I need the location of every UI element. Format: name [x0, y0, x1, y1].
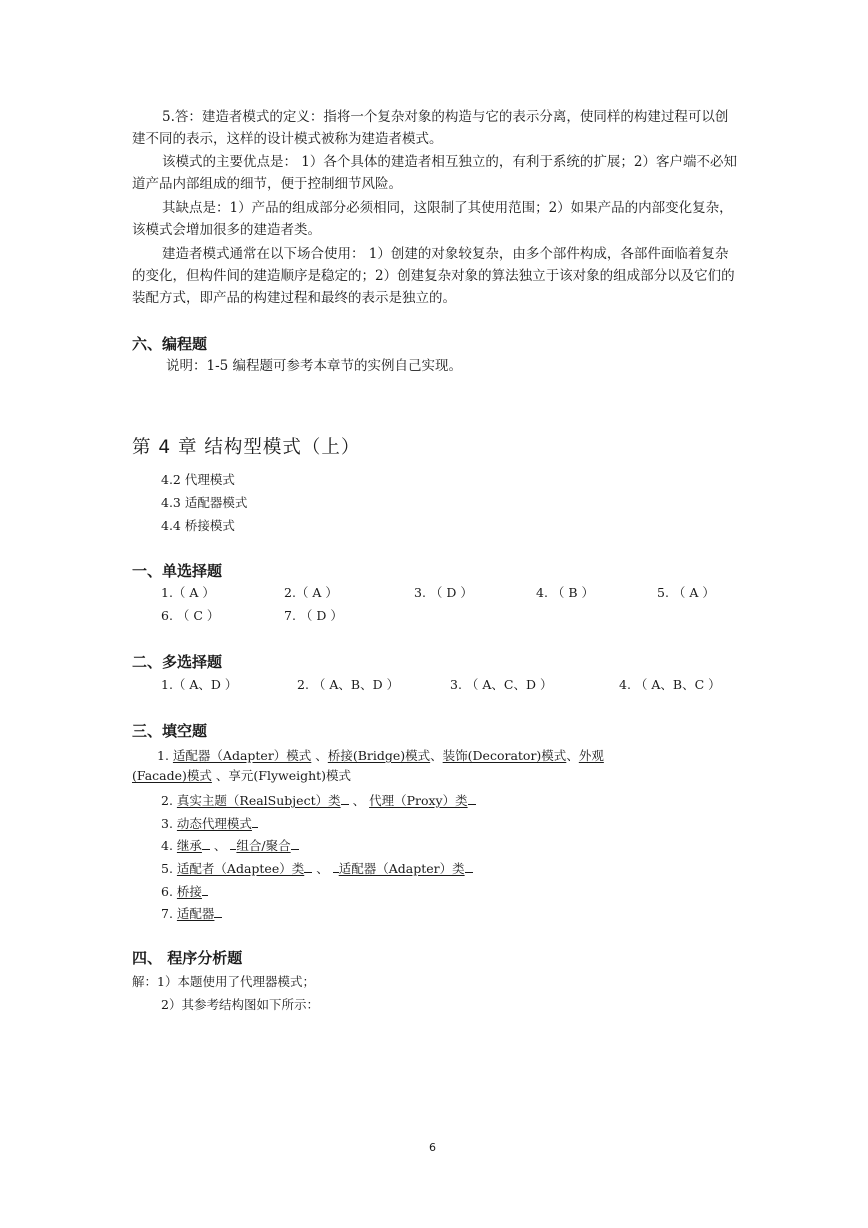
blank-underline: [202, 881, 208, 896]
separator: 、: [315, 748, 328, 763]
blank-underline: [304, 858, 312, 873]
blank-answer: 真实主题（RealSubject）类: [176, 793, 341, 808]
blank-answer: 继承: [176, 838, 202, 853]
fill-blank-q1-line1: [157, 746, 604, 764]
blank-underline: [465, 858, 473, 873]
multi-choice-answer: 1.（ A、D ）: [161, 677, 238, 692]
blank-answer: 适配器: [176, 906, 215, 921]
section-6-heading: 六、编程题: [132, 335, 208, 353]
usage-paragraph: 建造者模式通常在以下场合使用： 1）创建的对象较复杂，由多个部件构成，各部件面临着复杂的变化，但构件间的建造顺序是稳定的；2）创建复杂对象的算法独立于该对象的组成部分以及它们的装配方式，即产品的构建过程和最终的表示是独立的。: [132, 246, 735, 306]
toc-item: 4.2 代理模式: [161, 472, 235, 487]
blank-answer: (Facade)模式: [132, 768, 212, 783]
fill-blank-q5: [161, 858, 473, 877]
blank-answer: 适配者（Adaptee）类: [176, 861, 305, 876]
blank-underline: [252, 813, 258, 828]
page-number: 6: [429, 1141, 436, 1154]
disadvantages-paragraph: 其缺点是：1）产品的组成部分必须相同，这限制了其使用范围；2）如果产品的内部变化复杂，该模式会增加很多的建造者类。: [132, 200, 733, 238]
blank-underline: [214, 903, 222, 918]
single-choice-answer: 5. （ A ）: [657, 585, 715, 600]
toc-item: 4.4 桥接模式: [161, 518, 235, 533]
separator: 、: [566, 748, 579, 763]
single-choice-answer: 6. （ C ）: [161, 608, 220, 623]
blank-answer: 桥接: [176, 884, 202, 899]
blank-underline: [468, 790, 476, 805]
multi-choice-heading: 二、多选择题: [132, 653, 223, 671]
single-choice-answer: 3. （ D ）: [414, 585, 473, 600]
advantages-paragraph: 该模式的主要优点是： 1）各个具体的建造者相互独立的，有利于系统的扩展；2）客户端不必知道产品内部组成的细节，便于控制细节风险。: [132, 154, 737, 192]
multi-choice-answer: 2. （ A、B、D ）: [297, 677, 400, 692]
fill-blank-q2: [161, 790, 476, 809]
blank-underline: [341, 790, 349, 805]
blank-underline: [202, 835, 210, 850]
blank-answer: 适配器（Adapter）类: [338, 861, 465, 876]
separator: 、: [316, 861, 329, 876]
question-number: 6.: [161, 884, 173, 899]
multi-choice-answer: 4. （ A、B、C ）: [619, 677, 721, 692]
fill-blank-q3: [161, 813, 258, 832]
separator: 、: [213, 838, 227, 853]
multi-choice-answer: 3. （ A、C、D ）: [450, 677, 553, 692]
answer-5-paragraph: 5.答：建造者模式的定义：指将一个复杂对象的构造与它的表示分离，使同样的构建过程可以创建不同的表示，这样的设计模式被称为建造者模式。: [132, 109, 729, 147]
blank-underline: [291, 835, 299, 850]
analysis-line-2: 2）其参考结构图如下所示：: [161, 997, 319, 1012]
analysis-line-1: 解：1）本题使用了代理器模式；: [132, 974, 315, 989]
single-choice-answer: 7. （ D ）: [284, 608, 343, 623]
question-number: 7.: [161, 906, 173, 921]
fill-blank-q7: [161, 903, 222, 922]
separator: 、: [215, 768, 229, 783]
single-choice-answer: 2.（ A ）: [284, 585, 338, 600]
question-number: 2.: [161, 793, 173, 808]
single-choice-heading: 一、单选择题: [132, 562, 223, 580]
blank-answer: 动态代理模式: [176, 816, 252, 831]
blank-answer: 组合/聚合: [236, 838, 291, 853]
fill-blank-heading: 三、填空题: [132, 722, 208, 740]
separator: 、: [352, 793, 366, 808]
question-number: 5.: [161, 861, 173, 876]
blank-answer: 适配器（Adapter）模式: [172, 748, 312, 763]
blank-answer: 桥接(Bridge)模式: [327, 748, 431, 763]
blank-answer: 代理（Proxy）类: [369, 793, 468, 808]
fill-blank-q1-line2: [132, 766, 351, 784]
section-6-note: 说明：1-5 编程题可参考本章节的实例自己实现。: [166, 358, 463, 374]
blank-answer: 装饰(Decorator)模式: [442, 748, 567, 763]
single-choice-answer: 4. （ B ）: [536, 585, 595, 600]
analysis-heading: 四、 程序分析题: [132, 949, 243, 967]
blank-answer: 享元(Flyweight)模式: [228, 768, 352, 783]
chapter-title: 第 4 章 结构型模式（上）: [132, 437, 361, 458]
fill-blank-q4: [161, 835, 299, 854]
fill-blank-q6: [161, 881, 208, 900]
toc-item: 4.3 适配器模式: [161, 495, 248, 510]
single-choice-answer: 1.（ A ）: [161, 585, 215, 600]
question-number: 1.: [157, 748, 169, 763]
blank-answer: 外观: [578, 748, 604, 763]
question-number: 4.: [161, 838, 173, 853]
question-number: 3.: [161, 816, 173, 831]
separator: 、: [430, 748, 443, 763]
